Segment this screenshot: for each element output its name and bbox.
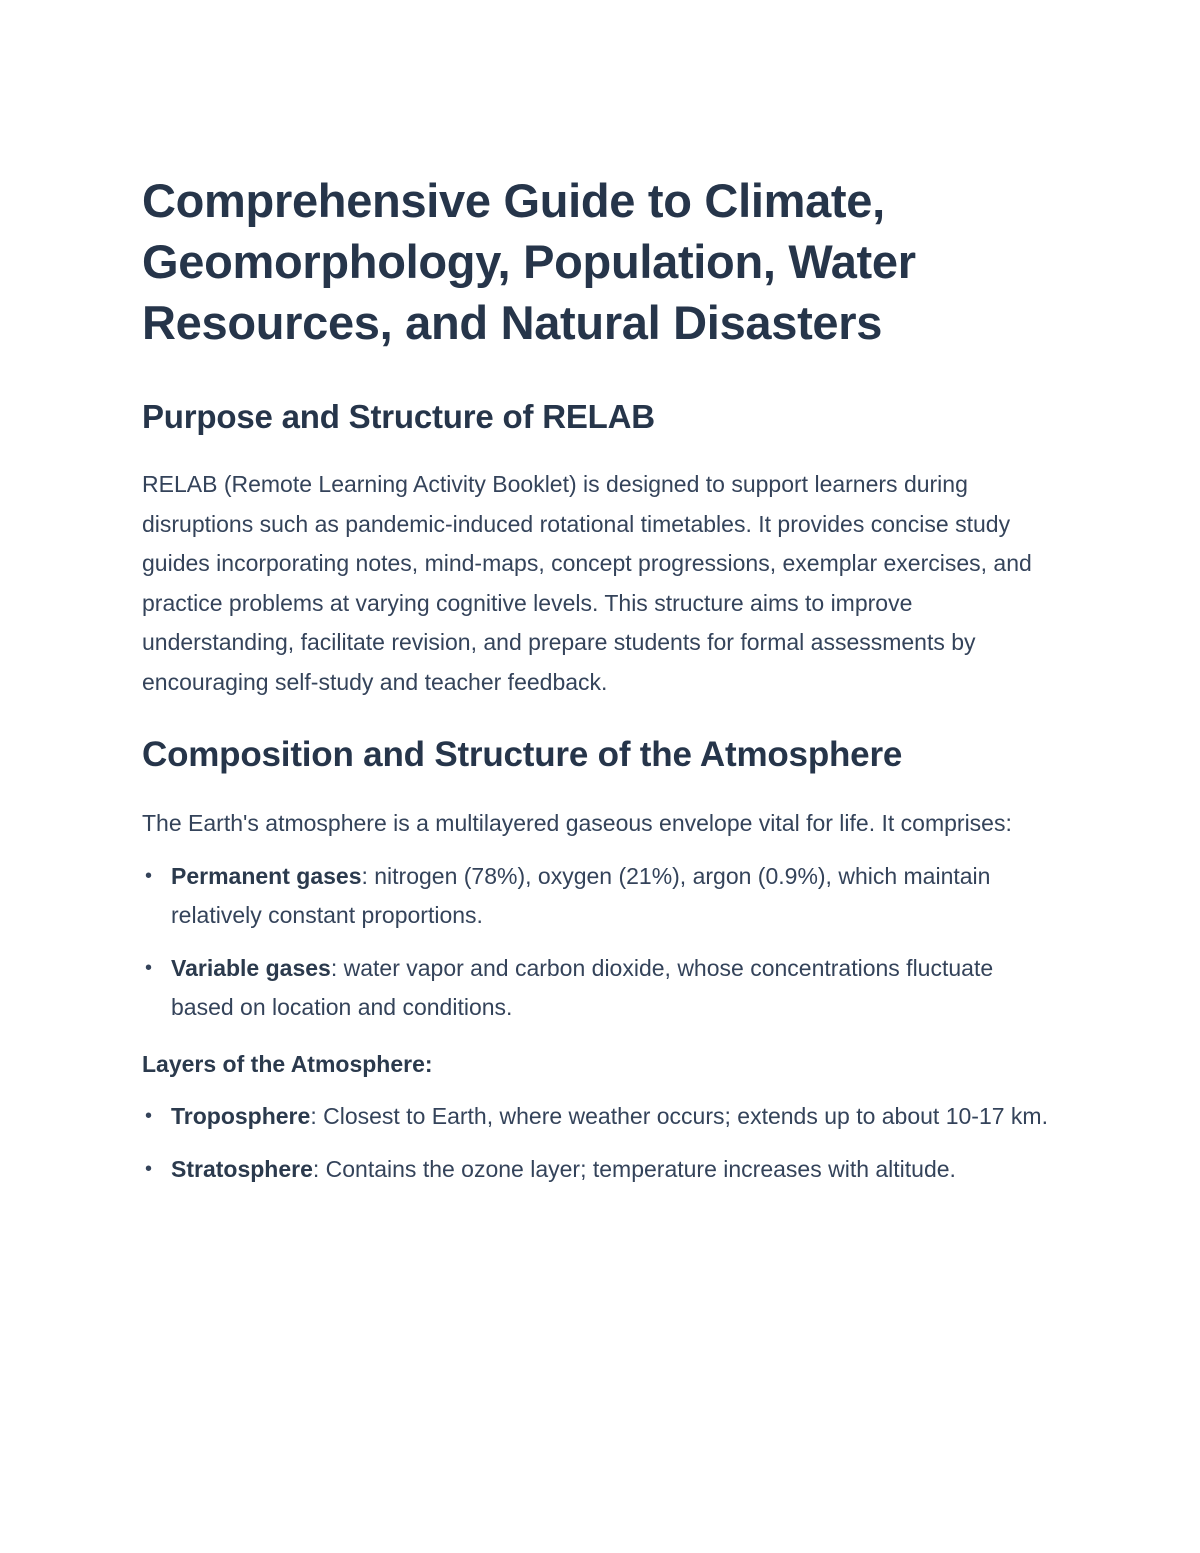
desc-stratosphere: : Contains the ozone layer; temperature increases with altitude. [312, 1155, 956, 1182]
term-variable-gases: Variable gases [171, 954, 331, 981]
list-item-variable-gases [142, 949, 1062, 1028]
list-item-permanent-gases [142, 857, 1062, 936]
bullet-icon: • [145, 1105, 153, 1127]
term-permanent-gases: Permanent gases [171, 862, 362, 889]
list-item-stratosphere [142, 1150, 1062, 1190]
document-page [142, 170, 1062, 1202]
bullet-icon: • [145, 864, 153, 887]
document-title: Comprehensive Guide to Climate, Geomorphology, Population, Water Resources, and Natural Disasters [142, 174, 916, 349]
relab-paragraph: RELAB (Remote Learning Activity Booklet) is designed to support learners during disruptions such as pandemic-induced rotational timetables. It provides concise study guides incorporating notes, mind-maps, concept progressions, exemplar exercises, and practice problems at varying cognitive levels. This structure aims to improve understanding, facilitate revision, and prepare students for formal assessments by encouraging self-study and teacher feedback. [142, 471, 1032, 695]
layers-list [142, 1097, 1062, 1189]
bullet-icon: • [145, 956, 153, 979]
section-heading-atmosphere: Composition and Structure of the Atmosphere [142, 735, 903, 774]
atmosphere-intro-paragraph: The Earth's atmosphere is a multilayered gaseous envelope vital for life. It comprises: [142, 810, 1012, 836]
desc-variable-gases: : water vapor and carbon dioxide, whose concentrations fluctuate based on location and conditions. [171, 954, 994, 1020]
layers-subheading: Layers of the Atmosphere: [142, 1050, 433, 1077]
desc-permanent-gases: : nitrogen (78%), oxygen (21%), argon (0.9%), which maintain relatively constant proportions. [171, 862, 991, 928]
desc-troposphere: : Closest to Earth, where weather occurs; extends up to about 10-17 km. [310, 1103, 1048, 1129]
list-item-troposphere [142, 1097, 1062, 1137]
section-heading-relab: Purpose and Structure of RELAB [142, 398, 655, 435]
term-troposphere: Troposphere [171, 1103, 311, 1129]
gases-list [142, 857, 1062, 1028]
bullet-icon: • [145, 1157, 153, 1180]
term-stratosphere: Stratosphere [171, 1155, 313, 1182]
